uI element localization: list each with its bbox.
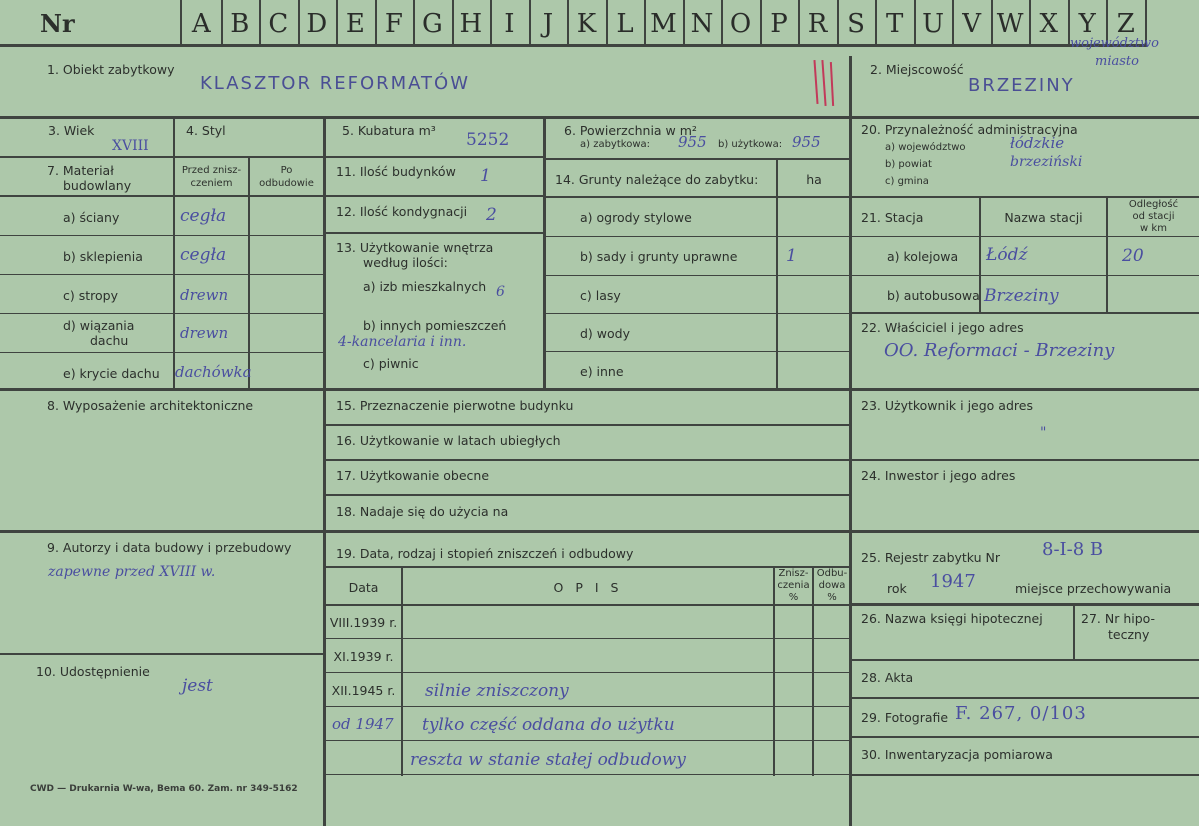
field-14-row-b: b) sady i grunty uprawne [580,249,738,264]
field-14-row-a: a) ogrody stylowe [580,210,692,225]
field-19-row-3-opis: silnie zniszczony [425,681,569,701]
field-12-value: 2 [486,205,497,225]
field-13-a-label: a) izb mieszkalnych [363,279,487,294]
field-21-a-dist: 20 [1122,246,1144,266]
field-19-col-date: Data [348,580,379,595]
field-19-col-opis: O P I S [553,580,623,595]
field-11-value: 1 [480,166,491,186]
header-letter: D [306,9,328,39]
field-10-value: jest [182,676,213,696]
header-letter: K [576,9,597,39]
header-letter: I [504,9,515,39]
field-21-b-label: b) autobusowa [887,288,980,303]
field-19-row-5-opis: reszta w stanie stałej odbudowy [410,750,686,770]
header-letter: E [345,9,365,39]
field-25-label: 25. Rejestr zabytku Nr [861,550,1001,565]
field-6-b-value: 955 [792,133,821,151]
field-13-c-label: c) piwnic [363,356,419,371]
field-14-label: 14. Grunty należące do zabytku: [555,172,759,187]
printer-footer: CWD — Drukarnia W-wa, Bema 60. Zam. nr 349-5162 [30,784,298,794]
header-letter: M [650,9,677,39]
header-letter: F [384,9,403,39]
header-letter: R [807,9,828,39]
field-23-value: " [1040,425,1047,441]
field-1-label: 1. Obiekt zabytkowy [47,62,175,77]
field-20-b-value: brzeziński [1010,154,1083,170]
field-14-row-e: e) inne [580,364,624,379]
field-13-b-label: b) innych pomieszczeń [363,318,507,333]
field-8-label: 8. Wyposażenie architektoniczne [47,398,254,413]
field-13-label-2: według ilości: [363,255,448,270]
field-3-label: 3. Wiek [48,123,95,138]
field-19-col-znisz-2: czenia [777,580,810,591]
field-25-rok-label: rok [887,581,907,596]
header-letter: L [616,9,634,39]
field-23-label: 23. Użytkownik i jego adres [861,398,1033,413]
field-7-col-after-2: odbudowie [259,178,314,189]
field-22-value: OO. Reformaci - Brzeziny [884,340,1115,361]
header-letter: X [1039,9,1058,39]
field-7-col-before-2: czeniem [190,178,233,189]
header-letter: V [962,9,982,39]
header-letter: Y [1078,9,1096,39]
field-20-b-label: b) powiat [885,159,932,170]
field-2-label: 2. Miejscowość [870,62,964,77]
field-19-label: 19. Data, rodzaj i stopień zniszczeń i odbudowy [336,546,634,561]
field-13-label-1: 13. Użytkowanie wnętrza [336,240,494,255]
field-9-label: 9. Autorzy i data budowy i przebudowy [47,540,292,555]
header-nr: Nr [40,9,75,38]
field-7-row-b-value: cegła [180,245,227,265]
header-letter: H [459,9,483,39]
field-21-label: 21. Stacja [861,210,924,225]
field-19-col-odbu-3: % [827,592,837,603]
field-7-row-c-label: c) stropy [63,288,118,303]
header-letter: B [230,9,250,39]
field-7-col-after-1: Po [280,165,293,176]
field-6-a-value: 955 [678,133,707,151]
field-17-label: 17. Użytkowanie obecne [336,468,490,483]
field-6-label: 6. Powierzchnia w m² [564,123,697,138]
field-10-label: 10. Udostępnienie [36,664,150,679]
field-16-label: 16. Użytkowanie w latach ubiegłych [336,433,561,448]
field-7-row-a-label: a) ściany [63,210,120,225]
field-22-label: 22. Właściciel i jego adres [861,320,1024,335]
field-19-row-3-date: XII.1945 r. [331,683,396,698]
field-19-row-2-date: XI.1939 r. [333,649,394,664]
header-letter: T [885,9,904,39]
field-3-value: XVIII [112,138,149,154]
header-letter: N [690,9,714,39]
field-19-col-znisz-1: Znisz- [778,568,809,579]
field-14-row-b-value: 1 [786,246,797,266]
field-20-a-value: łódzkie [1010,134,1065,152]
field-14-row-d: d) wody [580,326,630,341]
header-annotation-top: województwo [1070,36,1159,51]
field-18-label: 18. Nadaje się do użycia na [336,504,509,519]
field-7-row-e-label: e) krycie dachu [63,366,160,381]
field-13-a-value: 6 [496,284,505,300]
header-letter: G [421,9,443,39]
field-6-b-label: b) użytkowa: [718,139,783,150]
field-19-row-4-opis: tylko część oddana do użytku [422,715,675,735]
header-letter: A [191,9,211,39]
field-7-row-c-value: drewn [180,286,229,304]
field-21-col-dist-2: od stacji [1132,211,1175,222]
field-30-label: 30. Inwentaryzacja pomiarowa [861,747,1053,762]
field-21-col-dist-3: w km [1140,223,1167,234]
field-20-label: 20. Przynależność administracyjna [861,122,1078,137]
field-12-label: 12. Ilość kondygnacji [336,204,468,219]
field-7-row-e-value: dachówka [175,363,252,381]
field-11-label: 11. Ilość budynków [336,164,456,179]
field-7-row-a-value: cegła [180,206,227,226]
field-7-label-1: 7. Materiał [47,163,114,178]
field-21-a-name: Łódź [986,245,1028,265]
field-7-col-before-1: Przed znisz- [181,165,242,176]
field-21-col-name: Nazwa stacji [1004,210,1083,225]
field-26-label: 26. Nazwa księgi hipotecznej [861,611,1043,626]
field-7-row-d-label-2: dachu [90,333,129,348]
field-25-value: 8-I-8 B [1042,539,1104,560]
header-letter: O [729,9,752,39]
field-25-miejsce: miejsce przechowywania [1015,581,1172,596]
header-letter: S [847,9,865,39]
field-29-value: F. 267, 0/103 [955,703,1087,724]
field-5-label: 5. Kubatura m³ [342,123,436,138]
field-14-unit: ha [806,172,822,187]
field-5-value: 5252 [466,130,510,150]
header-letter: J [542,9,554,39]
field-7-row-d-label-1: d) wiązania [63,318,135,333]
field-19-col-znisz-3: % [788,592,799,603]
header-letter: W [996,9,1024,39]
field-24-label: 24. Inwestor i jego adres [861,468,1016,483]
field-21-b-name: Brzeziny [984,286,1059,306]
field-20-c-label: c) gmina [885,176,929,187]
field-7-label-2: budowlany [63,178,132,193]
field-1-value: KLASZTOR REFORMATÓW [200,73,471,94]
field-15-label: 15. Przeznaczenie pierwotne budynku [336,398,574,413]
field-7-row-b-label: b) sklepienia [63,249,143,264]
field-19-row-1-date: VIII.1939 r. [329,615,398,630]
field-9-value: zapewne przed XVIII w. [48,564,216,580]
field-19-col-odbu-1: Odbu- [816,568,848,579]
header-letter: Z [1116,9,1135,39]
field-19-col-odbu-2: dowa [818,580,846,591]
field-13-b-value: 4-kancelaria i inn. [338,334,467,350]
header-annotation-bottom: miasto [1095,54,1139,69]
field-19-row-4-date: od 1947 [332,715,394,733]
field-28-label: 28. Akta [861,670,914,685]
header-letter: U [922,9,945,39]
field-25-rok-value: 1947 [930,571,976,592]
field-2-value: BRZEZINY [968,75,1075,96]
header-letter: C [268,9,289,39]
field-21-a-label: a) kolejowa [887,249,959,264]
field-21-col-dist-1: Odległość [1128,199,1179,210]
field-7-row-d-value: drewn [180,324,229,342]
field-27-label-2: teczny [1108,627,1150,642]
field-4-label: 4. Styl [186,123,226,138]
field-29-label: 29. Fotografie [861,710,949,725]
field-6-a-label: a) zabytkowa: [580,139,650,150]
header-letter: P [770,9,788,39]
field-27-label-1: 27. Nr hipo- [1081,611,1156,626]
field-14-row-c: c) lasy [580,288,621,303]
field-20-a-label: a) województwo [885,142,966,153]
